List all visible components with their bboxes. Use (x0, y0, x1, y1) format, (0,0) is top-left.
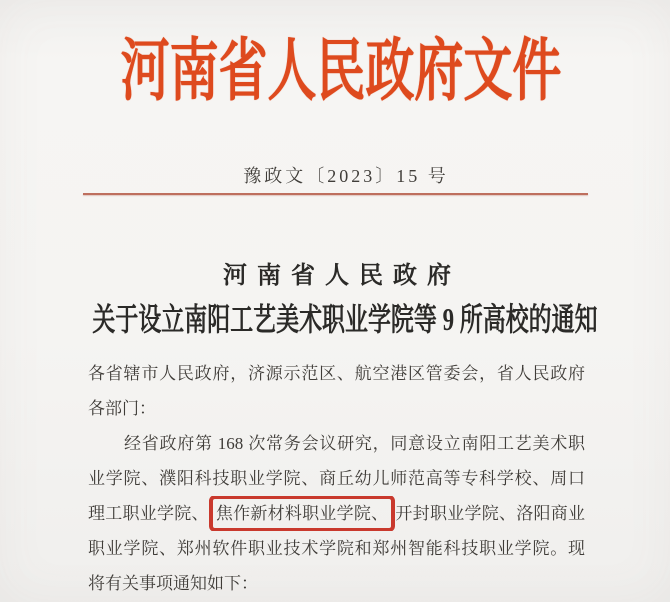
red-divider-line (83, 193, 588, 195)
document-subject-heading: 关于设立南阳工艺美术职业学院等 9 所高校的通知 (92, 302, 598, 338)
issuing-org-heading: 河南省人民政府 (223, 263, 461, 289)
salutation-line-1: 各省辖市人民政府，济源示范区、航空港区管委会，省人民政府 (88, 364, 585, 383)
body-line-4: 职业学院、郑州软件职业技术学院和郑州智能科技职业学院。现 (88, 539, 585, 558)
document-body (88, 356, 585, 601)
body-line-3-suffix: 开封职业学院、洛阳商业 (395, 504, 585, 523)
body-line-3 (88, 496, 585, 531)
body-line-2: 业学院、濮阳科技职业学院、商丘幼儿师范高等专科学校、周口 (88, 469, 585, 488)
body-line-5: 将有关事项通知如下： (88, 574, 258, 593)
body-line-1: 经省政府第 168 次常务会议研究，同意设立南阳工艺美术职 (124, 434, 585, 453)
highlight-annotation-box (209, 496, 396, 531)
document-number: 豫政文〔2023〕15 号 (243, 166, 449, 186)
highlighted-college-name: 焦作新材料职业学院、 (215, 504, 389, 523)
document-banner-title: 河南省人民政府文件 (120, 33, 562, 109)
body-line-3-prefix: 理工职业学院、 (88, 504, 209, 523)
salutation-line-2: 各部门： (88, 399, 156, 418)
